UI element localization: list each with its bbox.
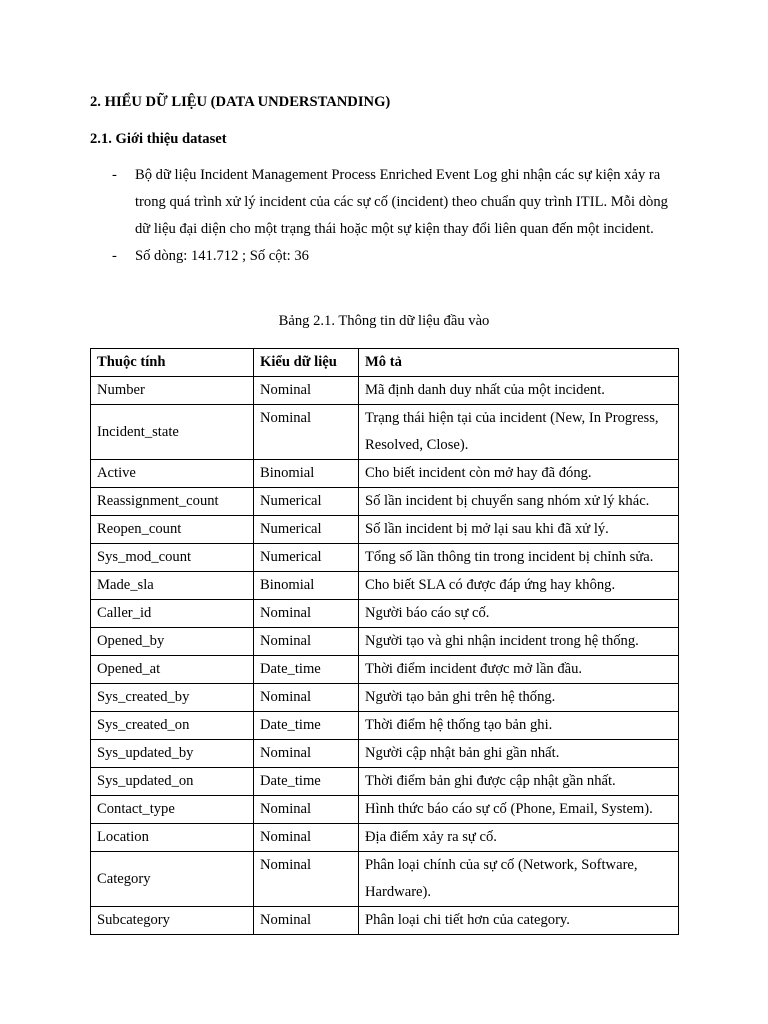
table-row: [91, 656, 679, 684]
table-row: [91, 684, 679, 712]
table-row: [91, 377, 679, 405]
cell-attribute: Subcategory: [91, 907, 254, 935]
cell-attribute: Caller_id: [91, 600, 254, 628]
cell-data-type: Nominal: [254, 628, 359, 656]
table-row: [91, 516, 679, 544]
cell-attribute: Sys_created_on: [91, 712, 254, 740]
cell-attribute: Category: [91, 852, 254, 907]
cell-description: Số lần incident bị chuyển sang nhóm xử lý khác.: [359, 488, 679, 516]
cell-description: Người tạo bản ghi trên hệ thống.: [359, 684, 679, 712]
cell-description: Thời điểm incident được mở lần đầu.: [359, 656, 679, 684]
cell-data-type: Nominal: [254, 824, 359, 852]
cell-data-type: Numerical: [254, 516, 359, 544]
table-row: [91, 907, 679, 935]
cell-description: Phân loại chi tiết hơn của category.: [359, 907, 679, 935]
cell-attribute: Made_sla: [91, 572, 254, 600]
bullet-text: Số dòng: 141.712 ; Số cột: 36: [135, 248, 309, 264]
cell-data-type: Numerical: [254, 544, 359, 572]
cell-attribute: Sys_mod_count: [91, 544, 254, 572]
cell-data-type: Nominal: [254, 405, 359, 460]
cell-attribute: Opened_at: [91, 656, 254, 684]
cell-description: Trạng thái hiện tại của incident (New, In Progress, Resolved, Close).: [359, 405, 679, 460]
cell-data-type: Nominal: [254, 740, 359, 768]
cell-description: Địa điểm xảy ra sự cố.: [359, 824, 679, 852]
bullet-list: [90, 162, 682, 270]
cell-attribute: Contact_type: [91, 796, 254, 824]
table-row: [91, 768, 679, 796]
cell-attribute: Number: [91, 377, 254, 405]
cell-description: Người tạo và ghi nhận incident trong hệ thống.: [359, 628, 679, 656]
table-row: [91, 712, 679, 740]
cell-description: Thời điểm hệ thống tạo bản ghi.: [359, 712, 679, 740]
cell-description: Cho biết SLA có được đáp ứng hay không.: [359, 572, 679, 600]
bullet-dash: -: [112, 248, 117, 264]
cell-data-type: Nominal: [254, 377, 359, 405]
cell-attribute: Incident_state: [91, 405, 254, 460]
bullet-text: Bộ dữ liệu Incident Management Process Enriched Event Log ghi nhận các sự kiện xảy ra trong quá trình xử lý incident của các sự cố (incident) theo chuẩn quy trình ITIL. Mỗi dòng dữ liệu đại diện cho một trạng thái hoặc một sự kiện thay đổi liên quan đến một incident.: [135, 167, 668, 237]
cell-description: Tổng số lần thông tin trong incident bị chỉnh sửa.: [359, 544, 679, 572]
cell-attribute: Reopen_count: [91, 516, 254, 544]
cell-attribute: Sys_created_by: [91, 684, 254, 712]
subsection-heading: 2.1. Giới thiệu dataset: [90, 131, 227, 147]
data-table: [90, 348, 679, 935]
cell-data-type: Nominal: [254, 600, 359, 628]
cell-description: Thời điểm bản ghi được cập nhật gần nhất.: [359, 768, 679, 796]
table-header-row: [91, 349, 679, 377]
cell-data-type: Nominal: [254, 684, 359, 712]
bullet-dash: -: [112, 167, 117, 183]
cell-description: Hình thức báo cáo sự cố (Phone, Email, System).: [359, 796, 679, 824]
cell-description: Người cập nhật bản ghi gần nhất.: [359, 740, 679, 768]
table-row: [91, 405, 679, 460]
cell-description: Số lần incident bị mở lại sau khi đã xử lý.: [359, 516, 679, 544]
table-row: [91, 572, 679, 600]
header-attribute: Thuộc tính: [91, 349, 254, 377]
cell-attribute: Reassignment_count: [91, 488, 254, 516]
table-row: [91, 544, 679, 572]
cell-data-type: Date_time: [254, 768, 359, 796]
table-row: [91, 796, 679, 824]
cell-description: Phân loại chính của sự cố (Network, Software, Hardware).: [359, 852, 679, 907]
header-data-type: Kiểu dữ liệu: [254, 349, 359, 377]
cell-data-type: Nominal: [254, 907, 359, 935]
cell-description: Người báo cáo sự cố.: [359, 600, 679, 628]
table-row: [91, 600, 679, 628]
cell-attribute: Location: [91, 824, 254, 852]
table-caption: Bảng 2.1. Thông tin dữ liệu đầu vào: [278, 313, 490, 329]
cell-description: Cho biết incident còn mở hay đã đóng.: [359, 460, 679, 488]
cell-attribute: Sys_updated_by: [91, 740, 254, 768]
table-row: [91, 460, 679, 488]
cell-attribute: Sys_updated_on: [91, 768, 254, 796]
cell-data-type: Date_time: [254, 712, 359, 740]
cell-attribute: Active: [91, 460, 254, 488]
cell-data-type: Numerical: [254, 488, 359, 516]
bullet-item-size: [90, 243, 682, 270]
section-heading: 2. HIỂU DỮ LIỆU (DATA UNDERSTANDING): [90, 94, 391, 110]
cell-description: Mã định danh duy nhất của một incident.: [359, 377, 679, 405]
table-row: [91, 740, 679, 768]
cell-attribute: Opened_by: [91, 628, 254, 656]
cell-data-type: Nominal: [254, 852, 359, 907]
table-row: [91, 488, 679, 516]
cell-data-type: Nominal: [254, 796, 359, 824]
table-row: [91, 824, 679, 852]
table-row: [91, 852, 679, 907]
bullet-item-description: [90, 162, 682, 243]
cell-data-type: Date_time: [254, 656, 359, 684]
cell-data-type: Binomial: [254, 572, 359, 600]
table-row: [91, 628, 679, 656]
header-description: Mô tả: [359, 349, 679, 377]
cell-data-type: Binomial: [254, 460, 359, 488]
